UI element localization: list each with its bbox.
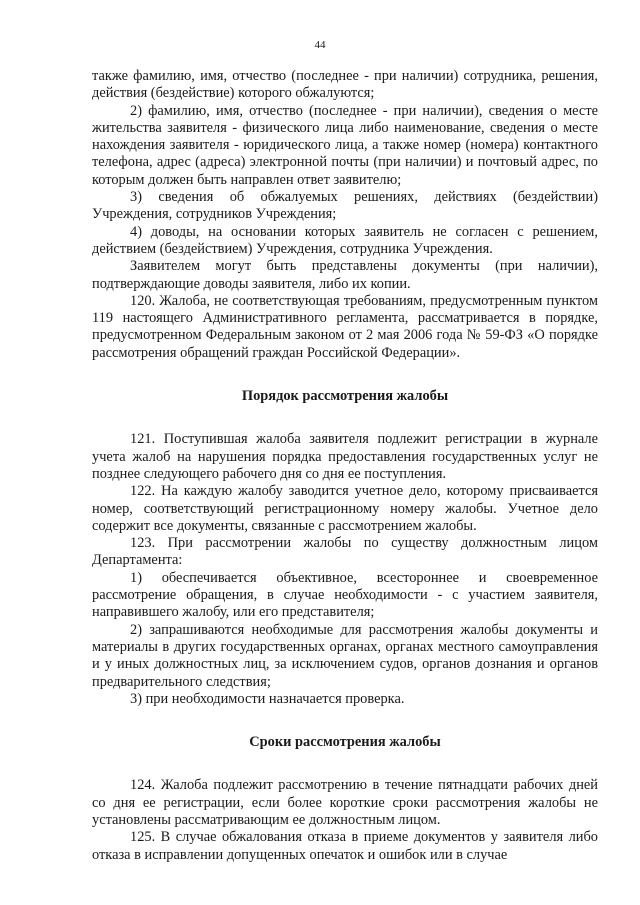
paragraph-item-3: 3) сведения об обжалуемых решениях, действиях (бездействии) Учреждения, сотрудников Учреждения; xyxy=(92,189,598,223)
paragraph-123-item-1: 1) обеспечивается объективное, всестороннее и своевременное рассмотрение обращения, в случае необходимости - с участием заявителя, направившего жалобу, или его представителя; xyxy=(92,569,598,621)
section-heading-review-terms: Сроки рассмотрения жалобы xyxy=(249,734,441,751)
paragraph-123-item-2: 2) запрашиваются необходимые для рассмотрения жалобы документы и материалы в других государственных органах, органах местного самоуправления и у иных должностных лиц, за исключением судов, органов дознания и органов предварительного следствия; xyxy=(92,621,598,690)
paragraph-123-item-3: 3) при необходимости назначается проверка. xyxy=(130,690,405,707)
paragraph-documents: Заявителем могут быть представлены документы (при наличии), подтверждающие доводы заявителя, либо их копии. xyxy=(92,258,598,292)
section-heading-review-procedure: Порядок рассмотрения жалобы xyxy=(241,388,449,405)
paragraph-item-2: 2) фамилию, имя, отчество (последнее - при наличии), сведения о месте жительства заявителя - физического лица либо наименование, сведения о месте нахождения заявителя - юридического лица, а также номер (номера) контактного телефона, адрес (адреса) электронной почты (при наличии) и почтовый адрес, по которым должен быть направлен ответ заявителю; xyxy=(92,102,598,188)
paragraph-120: 120. Жалоба, не соответствующая требованиям, предусмотренным пунктом 119 настоящего Административного регламента, рассматривается в порядке, предусмотренном Федеральным законом от 2 мая 2006 года № 59-ФЗ «О порядке рассмотрения обращений граждан Российской Федерации». xyxy=(92,292,598,361)
page-number: 44 xyxy=(314,39,326,51)
paragraph-continuation: также фамилию, имя, отчество (последнее - при наличии) сотрудника, решения, действия (бездействие) которого обжалуются; xyxy=(92,68,598,102)
paragraph-123: 123. При рассмотрении жалобы по существу должностным лицом Департамента: xyxy=(92,535,598,569)
document-body xyxy=(92,68,598,864)
paragraph-122: 122. На каждую жалобу заводится учетное дело, которому присваивается номер, соответствующий регистрационному номеру жалобы. Учетное дело содержит все документы, связанные с рассмотрением жалобы. xyxy=(92,483,598,534)
paragraph-121: 121. Поступившая жалоба заявителя подлежит регистрации в журнале учета жалоб на нарушения порядка предоставления государственных услуг не позднее следующего рабочего дня со дня ее поступления. xyxy=(92,431,598,482)
paragraph-125: 125. В случае обжалования отказа в приеме документов у заявителя либо отказа в исправлении допущенных опечаток и ошибок или в случае xyxy=(92,829,598,863)
paragraph-124: 124. Жалоба подлежит рассмотрению в течение пятнадцати рабочих дней со дня ее регистрации, если более короткие сроки рассмотрения жалобы не установлены рассматривающим ее должностным лицом. xyxy=(92,777,598,828)
paragraph-item-4: 4) доводы, на основании которых заявитель не согласен с решением, действием (бездействием) Учреждения, сотрудника Учреждения. xyxy=(92,223,598,257)
